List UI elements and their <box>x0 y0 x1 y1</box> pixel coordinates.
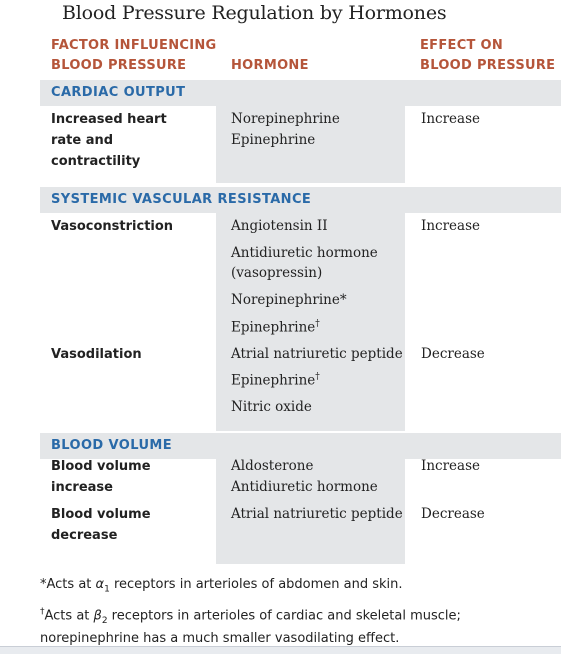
header-effect-line1: EFFECT ON <box>420 38 504 53</box>
footnote-beta <box>40 604 555 647</box>
hormone-adh-line1: Antidiuretic hormone <box>231 245 378 261</box>
footnote-alpha <box>40 576 555 599</box>
hormone-angiotensin: Angiotensin II <box>231 218 328 234</box>
header-hormone <box>231 36 309 78</box>
effect-vasodilation: Decrease <box>421 346 485 362</box>
beta-subscript: 2 <box>101 615 108 626</box>
effect-vasoconstriction: Increase <box>421 218 480 234</box>
factor-volume-increase <box>51 456 211 498</box>
alpha-subscript: 1 <box>104 584 110 595</box>
footnote-beta-prefix: Acts at <box>44 608 94 624</box>
factor-cardiac-line2: rate and <box>51 133 114 148</box>
hormone-norepinephrine: Norepinephrine <box>231 111 340 127</box>
header-factor-line1: FACTOR INFLUENCING <box>51 38 217 53</box>
dagger-mark: † <box>315 319 320 329</box>
footnote-beta-line1 <box>40 604 555 630</box>
footnote-beta-rest: receptors in arterioles of cardiac and skeletal muscle; <box>107 608 461 624</box>
hormone-adh-line2: (vasopressin) <box>231 265 323 281</box>
footnote-alpha-prefix: *Acts at <box>40 577 96 592</box>
hormone-anp-2: Atrial natriuretic peptide <box>231 506 403 522</box>
hormone-aldosterone: Aldosterone <box>231 458 314 474</box>
alpha-symbol: α <box>95 577 105 592</box>
header-effect-line2: BLOOD PRESSURE <box>420 58 556 73</box>
hormone-epinephrine-dagger <box>231 319 320 336</box>
factor-cardiac-line3: contractility <box>51 154 141 169</box>
factor-volume-increase-line2: increase <box>51 480 113 495</box>
header-factor-line2: BLOOD PRESSURE <box>51 58 187 73</box>
factor-volume-decrease <box>51 504 211 546</box>
section-label-cardiac: CARDIAC OUTPUT <box>51 85 186 100</box>
factor-volume-decrease-line2: decrease <box>51 528 118 543</box>
factor-vasodilation: Vasodilation <box>51 347 142 362</box>
dagger-mark-2: † <box>315 372 320 382</box>
footnote-dagger: † <box>40 607 45 617</box>
header-effect <box>420 36 555 78</box>
factor-volume-decrease-line1: Blood volume <box>51 507 151 522</box>
header-factor <box>51 36 217 78</box>
hormone-epinephrine-label: Epinephrine <box>231 319 316 336</box>
effect-cardiac: Increase <box>421 111 480 127</box>
effect-volume-decrease: Decrease <box>421 506 485 522</box>
hormone-anp: Atrial natriuretic peptide <box>231 346 403 362</box>
factor-cardiac <box>51 109 211 172</box>
hormone-epinephrine: Epinephrine <box>231 132 316 148</box>
footnote-beta-line2: norepinephrine has a much smaller vasodilating effect. <box>40 630 400 646</box>
effect-volume-increase: Increase <box>421 458 480 474</box>
table-title: Blood Pressure Regulation by Hormones <box>62 2 447 24</box>
beta-symbol: β <box>93 608 102 624</box>
hormone-epinephrine-dagger-2 <box>231 372 320 389</box>
factor-vasoconstriction: Vasoconstriction <box>51 219 174 234</box>
header-hormone-label: HORMONE <box>231 58 309 73</box>
section-label-svr: SYSTEMIC VASCULAR RESISTANCE <box>51 192 312 207</box>
factor-volume-increase-line1: Blood volume <box>51 459 151 474</box>
hormone-adh: Antidiuretic hormone <box>231 479 378 495</box>
section-label-volume: BLOOD VOLUME <box>51 438 173 453</box>
hormone-nitric-oxide: Nitric oxide <box>231 399 312 415</box>
hormone-epinephrine-label-2: Epinephrine <box>231 372 316 389</box>
footnote-alpha-rest: receptors in arterioles of abdomen and skin. <box>109 577 403 592</box>
hormone-norepinephrine-star: Norepinephrine* <box>231 292 347 308</box>
factor-cardiac-line1: Increased heart <box>51 112 167 127</box>
